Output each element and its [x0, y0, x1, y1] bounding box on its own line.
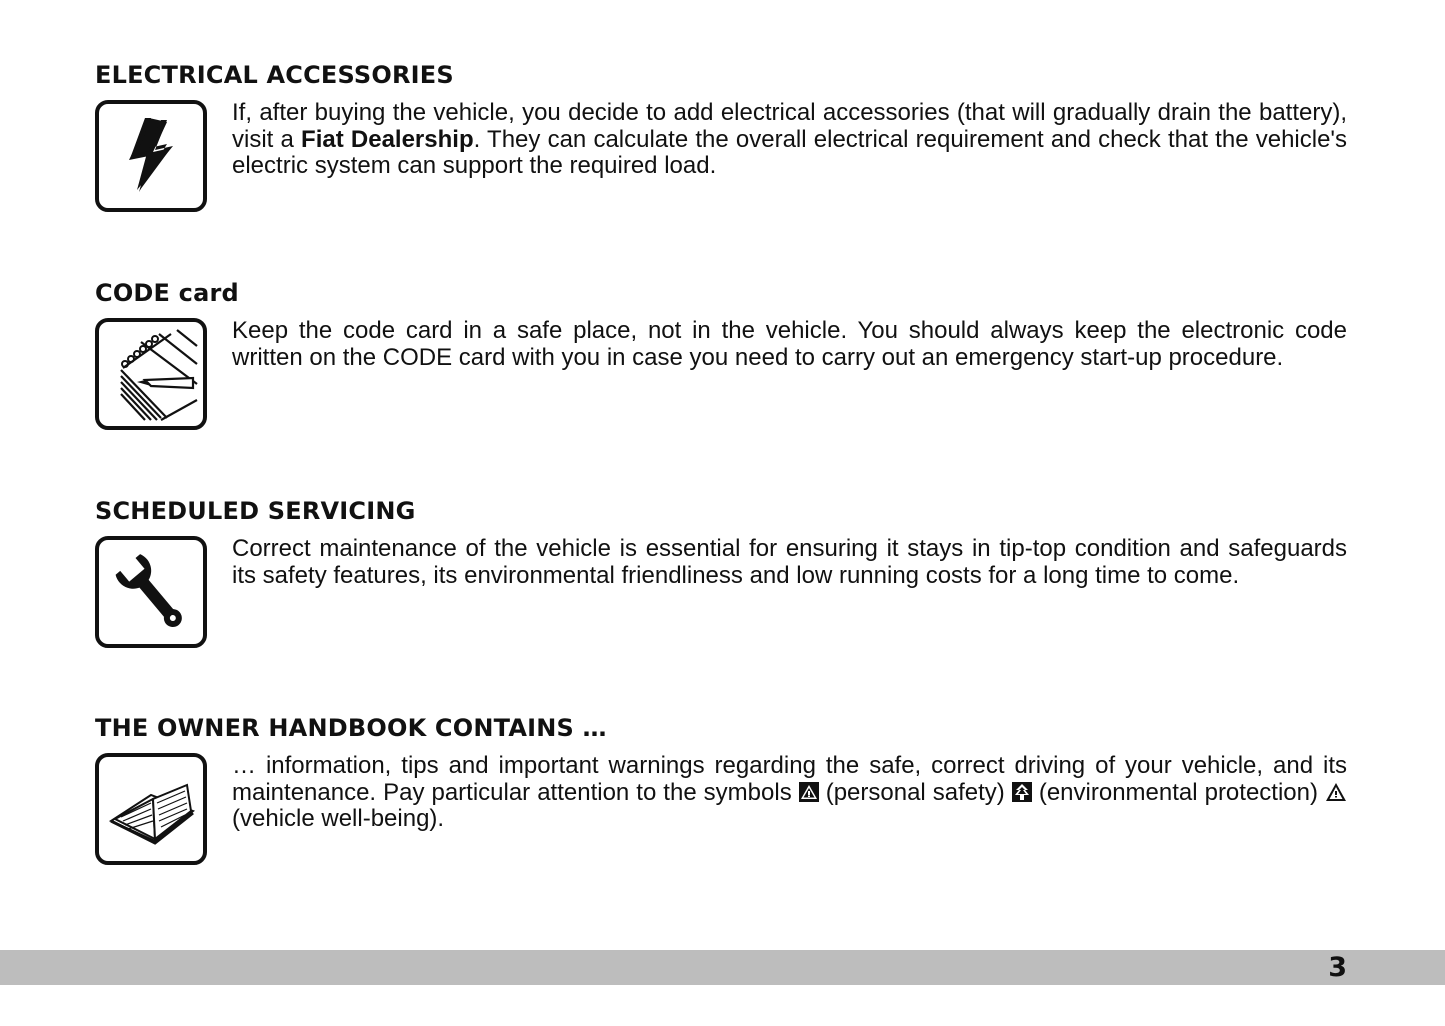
section-heading: ELECTRICAL ACCESSORIES [95, 61, 454, 89]
lightning-bolt-icon [95, 100, 207, 212]
open-book-icon [95, 753, 207, 865]
section-heading: SCHEDULED SERVICING [95, 497, 416, 525]
section-body: … information, tips and important warnings regarding the safe, correct driving of your vehicle, and its maintenance. Pay particular attention to the symbols (personal safety) (environmental protection) (vehicle well-being). [232, 752, 1347, 832]
section-body: Correct maintenance of the vehicle is essential for ensuring it stays in tip-top condition and safeguards its safety features, its environmental friendliness and low running costs for a long time to come. [232, 535, 1347, 589]
section-code-card [95, 278, 1347, 438]
section-scheduled-servicing [95, 496, 1347, 656]
section-heading: THE OWNER HANDBOOK CONTAINS … [95, 714, 607, 742]
section-body: If, after buying the vehicle, you decide to add electrical accessories (that will gradually drain the battery), visit a Fiat Dealership. They can calculate the overall electrical requirement and check that the vehicle's electric system can support the required load. [232, 99, 1348, 179]
section-heading: CODE card [95, 279, 239, 307]
wrench-icon [95, 536, 207, 648]
vehicle-well-being-warning-icon [1325, 782, 1347, 802]
footer-bar [0, 950, 1445, 985]
section-electrical-accessories [95, 60, 1347, 220]
dealer-emphasis: Fiat Dealership [301, 125, 474, 153]
page-number: 3 [1328, 952, 1347, 983]
personal-safety-warning-icon [799, 782, 819, 802]
section-owner-handbook [95, 713, 1347, 873]
environmental-protection-icon [1012, 782, 1032, 802]
section-body: Keep the code card in a safe place, not in the vehicle. You should always keep the electronic code written on the CODE card with you in case you need to carry out an emergency start-up procedure. [232, 317, 1347, 371]
notepad-pencil-icon [95, 318, 207, 430]
